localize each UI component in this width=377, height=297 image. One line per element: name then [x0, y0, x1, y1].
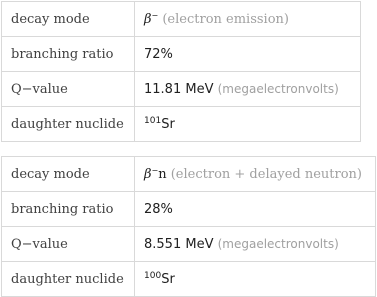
decay-suffix: n: [158, 167, 167, 182]
table-row: [2, 2, 361, 37]
daughter-nuclide-value: [135, 262, 376, 297]
branching-ratio-label: branching ratio: [2, 192, 135, 227]
decay-mode-label: decay mode: [2, 157, 135, 192]
daughter-mass-number: 101: [144, 116, 162, 126]
decay-symbol: β: [144, 167, 152, 182]
table-row: [2, 227, 376, 262]
q-value-value: [135, 72, 361, 107]
q-value-value: [135, 227, 376, 262]
table-row: [2, 37, 361, 72]
decay-symbol: β: [144, 12, 152, 27]
daughter-nuclide-label: daughter nuclide: [2, 262, 135, 297]
table-row: [2, 157, 376, 192]
daughter-nuclide-value: [135, 107, 361, 142]
q-value-unit: MeV: [185, 81, 214, 97]
q-value-unit: MeV: [185, 236, 214, 252]
daughter-element: Sr: [161, 272, 175, 287]
q-value-note: (megaelectronvolts): [217, 236, 339, 251]
daughter-element: Sr: [161, 117, 175, 132]
table-row: [2, 107, 361, 142]
q-value-number: 11.81: [144, 81, 182, 97]
decay-table-2: [1, 156, 376, 297]
daughter-nuclide-label: daughter nuclide: [2, 107, 135, 142]
q-value-number: 8.551: [144, 236, 182, 252]
decay-mode-note: (electron emission): [162, 12, 289, 27]
branching-ratio-value: 28%: [135, 192, 376, 227]
branching-ratio-label: branching ratio: [2, 37, 135, 72]
daughter-mass-number: 100: [144, 271, 162, 281]
table-row: [2, 262, 376, 297]
table-row: [2, 192, 376, 227]
decay-symbol-sup: −: [151, 11, 159, 20]
q-value-label: Q−value: [2, 227, 135, 262]
decay-table-1: [1, 1, 361, 142]
q-value-note: (megaelectronvolts): [217, 81, 339, 96]
decay-mode-note: (electron + delayed neutron): [170, 167, 362, 182]
branching-ratio-value: 72%: [135, 37, 361, 72]
decay-mode-label: decay mode: [2, 2, 135, 37]
decay-mode-value: [135, 2, 361, 37]
table-row: [2, 72, 361, 107]
decay-mode-value: [135, 157, 376, 192]
decay-symbol-sup: −: [151, 166, 159, 175]
q-value-label: Q−value: [2, 72, 135, 107]
